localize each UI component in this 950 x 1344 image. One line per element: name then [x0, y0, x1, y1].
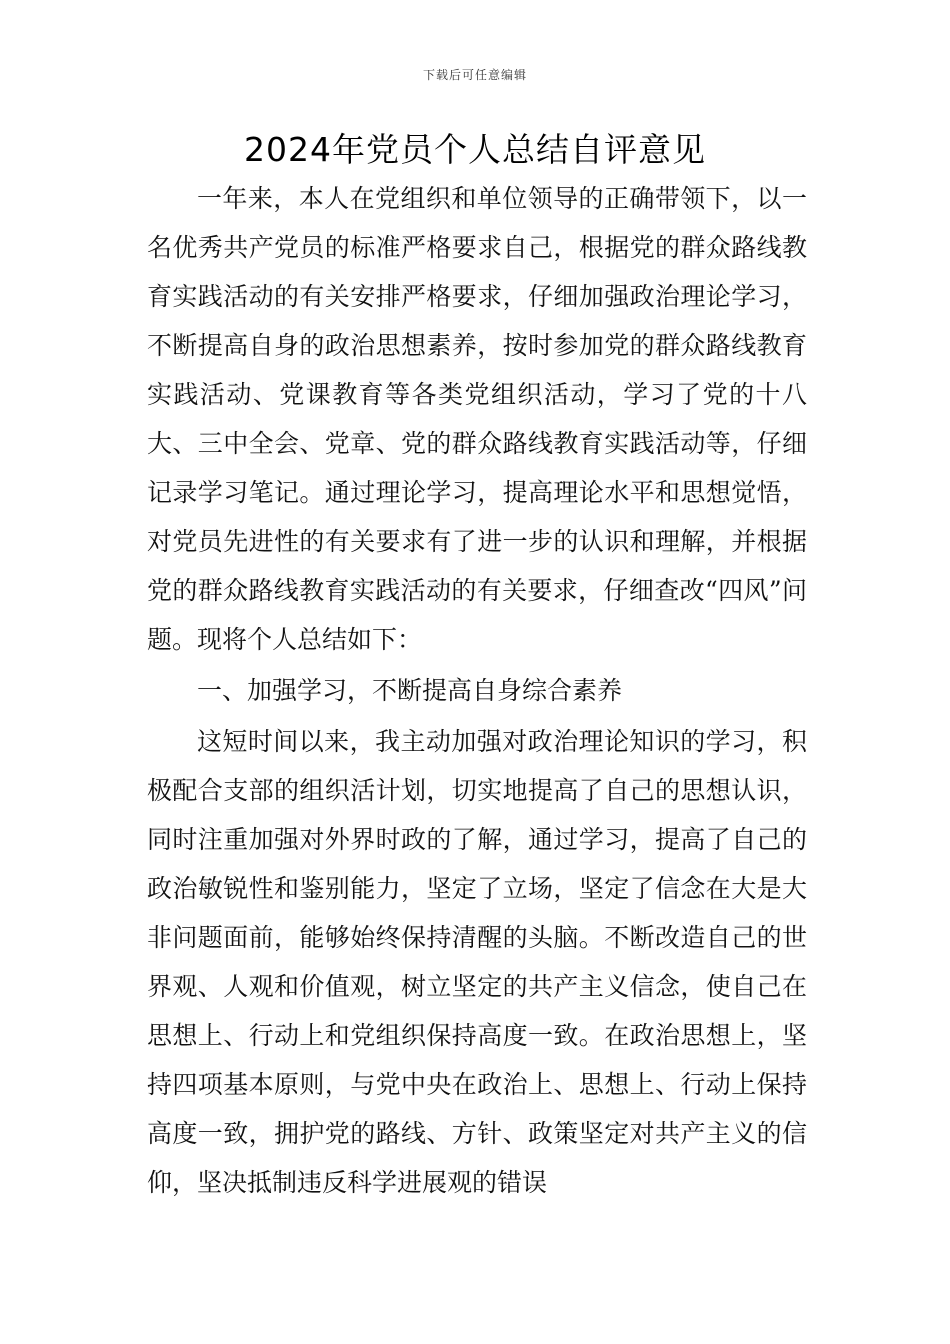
document-title: 2024年党员个人总结自评意见 [244, 130, 706, 169]
intro-paragraph: 一年来，本人在党组织和单位领导的正确带领下，以一名优秀共产党员的标准严格要求自己，根据党的群众路线教育实践活动的有关安排严格要求，仔细加强政治理论学习，不断提高自身的政治思想素养，按时参加党的群众路线教育实践活动、党课教育等各类党组织活动，学习了党的十八大、三中全会、党章、党的群众路线教育实践活动等，仔细记录学习笔记。通过理论学习，提高理论水平和思想觉悟，对党员先进性的有关要求有了进一步的认识和理解，并根据党的群众路线教育实践活动的有关要求，仔细查改“四风”问题。现将个人总结如下： [147, 184, 807, 654]
header-note: 下载后可任意编辑 [422, 68, 527, 82]
body-paragraph: 这短时间以来，我主动加强对政治理论知识的学习，积极配合支部的组织活计划，切实地提高了自己的思想认识，同时注重加强对外界时政的了解，通过学习，提高了自己的政治敏锐性和鉴别能力，坚定了立场，坚定了信念在大是大非问题面前，能够始终保持清醒的头脑。不断改造自己的世界观、人观和价值观，树立坚定的共产主义信念，使自己在思想上、行动上和党组织保持高度一致。在政治思想上，坚持四项基本原则，与党中央在政治上、思想上、行动上保持高度一致，拥护党的路线、方针、政策坚定对共产主义的信仰，坚决抵制违反科学进展观的错误 [147, 727, 807, 1197]
document-body [147, 174, 807, 1207]
section-heading: 一、加强学习，不断提高自身综合素养 [197, 676, 623, 705]
